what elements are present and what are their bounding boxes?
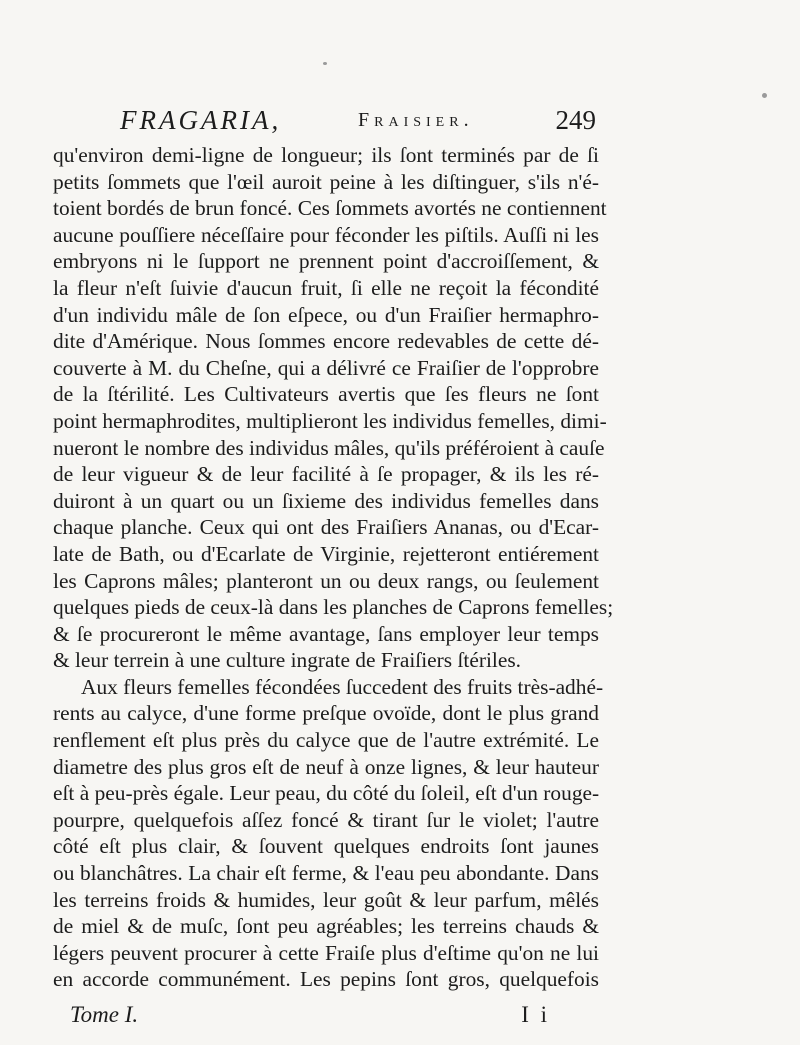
text-line: & leur terrein à une culture ingrate de Fraiſiers ſtériles. bbox=[53, 648, 522, 673]
text-line: eſt à peu-près égale. Leur peau, du côté du ſoleil, eſt d'un rouge- bbox=[53, 781, 600, 806]
text-line: late de Bath, ou d'Ecarlate de Virginie, rejetteront entiérement bbox=[53, 541, 599, 566]
text-line: dite d'Amérique. Nous ſommes encore redevables de cette dé- bbox=[53, 329, 599, 354]
text-line: point hermaphrodites, multiplieront les individus femelles, dimi- bbox=[53, 408, 607, 433]
text-line: d'un individu mâle de ſon eſpece, ou d'un Fraiſier hermaphro- bbox=[53, 302, 599, 327]
text-line: petits ſommets que l'œil auroit peine à les diſtinguer, s'ils n'é- bbox=[53, 169, 599, 194]
header-subtitle: Fraisier. bbox=[358, 109, 474, 131]
body-text bbox=[53, 142, 614, 993]
page-footer bbox=[70, 1002, 550, 1032]
text-line: Aux fleurs femelles fécondées ſuccedent des fruits très-adhé- bbox=[81, 674, 604, 699]
text-line: la fleur n'eſt ſuivie d'aucun fruit, ſi elle ne reçoit la fécondité bbox=[53, 275, 599, 300]
text-line: en accorde communément. Les pepins ſont gros, quelquefois bbox=[53, 967, 599, 992]
page-number: 249 bbox=[555, 105, 596, 135]
header-title: FRAGARIA, bbox=[120, 105, 282, 135]
running-header bbox=[110, 105, 596, 141]
text-line: qu'environ demi-ligne de longueur; ils ſont terminés par de ſi bbox=[53, 143, 599, 167]
text-line: duiront à un quart ou un ſixieme des individus femelles dans bbox=[53, 488, 599, 513]
ink-speck bbox=[762, 93, 767, 98]
text-line: chaque planche. Ceux qui ont des Fraiſiers Ananas, ou d'Ecar- bbox=[53, 515, 599, 540]
text-line: toient bordés de brun foncé. Ces ſommets avortés ne contiennent bbox=[53, 196, 607, 221]
text-line: embryons ni le ſupport ne prennent point d'accroiſſement, & bbox=[53, 249, 599, 274]
text-line: les Caprons mâles; planteront un ou deux rangs, ou ſeulement bbox=[53, 568, 599, 593]
text-line: quelques pieds de ceux-là dans les planches de Caprons femelles; bbox=[53, 595, 614, 620]
text-line: couverte à M. du Cheſne, qui a délivré ce Fraiſier de l'opprobre bbox=[53, 355, 599, 380]
text-line: & ſe procureront le même avantage, ſans employer leur temps bbox=[53, 621, 599, 646]
gathering-mark: I i bbox=[521, 1002, 550, 1027]
text-line: les terreins froids & humides, leur goût & leur parfum, mêlés bbox=[53, 887, 599, 912]
text-line: légers peuvent procurer à cette Fraiſe plus d'eſtime qu'on ne lui bbox=[53, 940, 599, 965]
ink-speck bbox=[323, 62, 327, 65]
text-line: renflement eſt plus près du calyce que de l'autre extrémité. Le bbox=[53, 728, 599, 753]
text-line: rents au calyce, d'une forme preſque ovoïde, dont le plus grand bbox=[53, 701, 599, 726]
text-line: diametre des plus gros eſt de neuf à onze lignes, & leur hauteur bbox=[53, 754, 599, 779]
text-line: ou blanchâtres. La chair eſt ferme, & l'eau peu abondante. Dans bbox=[53, 861, 599, 886]
text-line: de leur vigueur & de leur facilité à ſe propager, & ils les ré- bbox=[53, 462, 599, 487]
text-line: nueront le nombre des individus mâles, qu'ils préféroient à cauſe bbox=[53, 435, 605, 460]
volume-signature: Tome I. bbox=[70, 1002, 139, 1027]
text-line: aucune pouſſiere néceſſaire pour féconder les piſtils. Auſſi ni les bbox=[53, 222, 599, 247]
text-line: de la ſtérilité. Les Cultivateurs avertis que ſes fleurs ne ſont bbox=[53, 382, 599, 407]
text-line: côté eſt plus clair, & ſouvent quelques endroits ſont jaunes bbox=[53, 834, 599, 859]
text-line: pourpre, quelquefois aſſez foncé & tirant ſur le violet; l'autre bbox=[53, 807, 599, 832]
text-line: de miel & de muſc, ſont peu agréables; les terreins chauds & bbox=[53, 914, 599, 939]
